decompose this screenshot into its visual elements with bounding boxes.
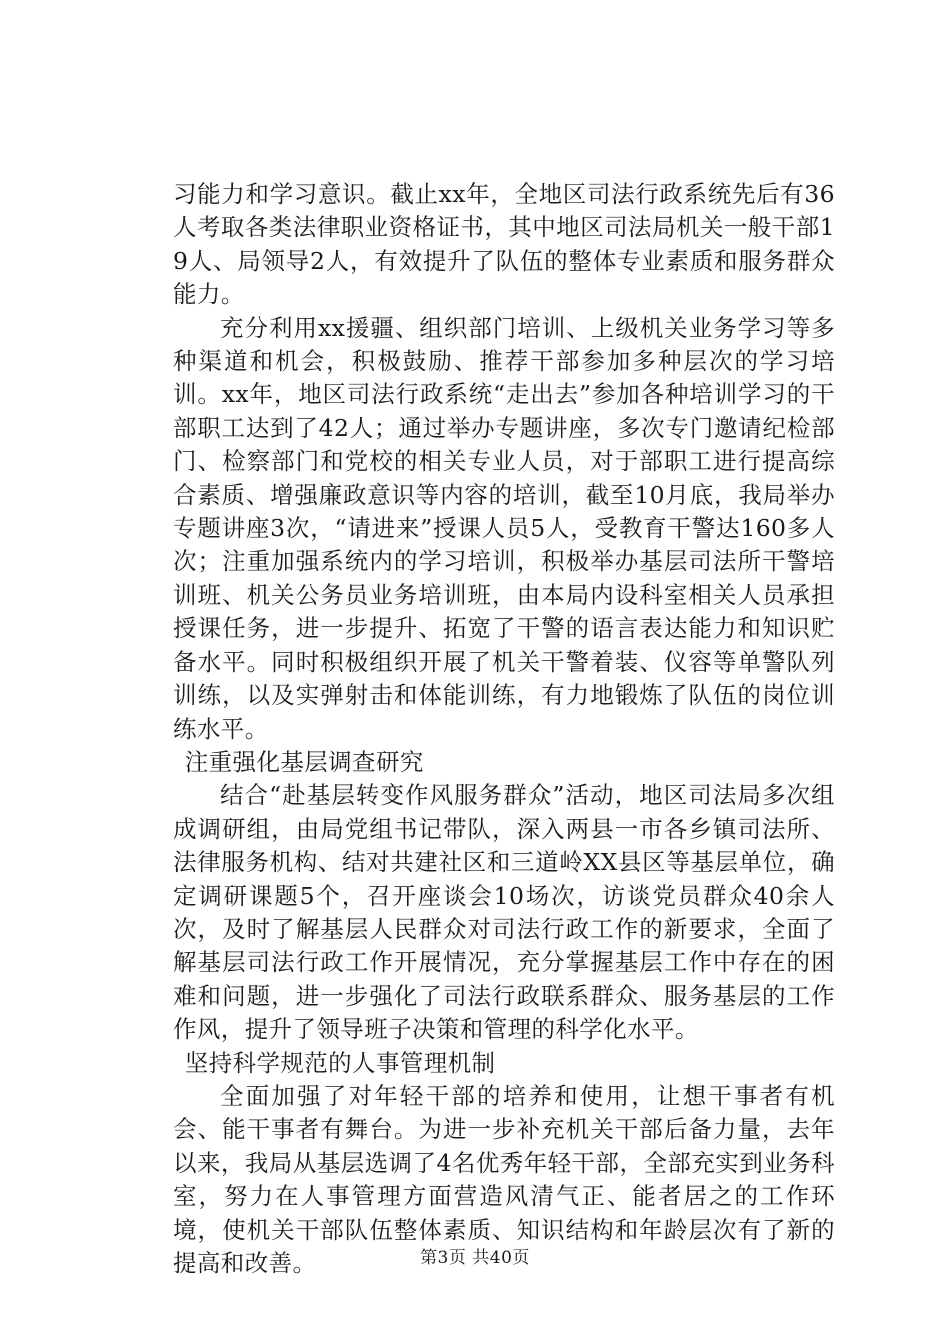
section-heading-personnel: 坚持科学规范的人事管理机制 bbox=[184, 1048, 496, 1077]
paragraph-continuation: 习能力和学习意识。截止xx年，全地区司法行政系统先后有36人考取各类法律职业资格证书，其中地区司法局机关一般干部19人、局领导2人，有效提升了队伍的整体专业素质和服务群众能力。 bbox=[173, 180, 835, 309]
paragraph-personnel: 全面加强了对年轻干部的培养和使用，让想干事者有机会、能干事者有舞台。为进一步补充机关干部后备力量，去年以来，我局从基层选调了4名优秀年轻干部，全部充实到业务科室，努力在人事管理方面营造风清气正、能者居之的工作环境，使机关干部队伍整体素质、知识结构和年龄层次有了新的提高和改善。 bbox=[173, 1081, 835, 1277]
page-number: 第3页 共40页 bbox=[420, 1248, 530, 1268]
paragraph-research: 结合“赴基层转变作风服务群众”活动，地区司法局多次组成调研组，由局党组书记带队，深入两县一市各乡镇司法所、法律服务机构、结对共建社区和三道岭XX县区等基层单位，确定调研课题5个，召开座谈会10场次，访谈党员群众40余人次，及时了解基层人民群众对司法行政工作的新要求，全面了解基层司法行政工作开展情况，充分掌握基层工作中存在的困难和问题，进一步强化了司法行政联系群众、服务基层的工作作风，提升了领导班子决策和管理的科学化水平。 bbox=[173, 781, 835, 1044]
paragraph-training: 充分利用xx援疆、组织部门培训、上级机关业务学习等多种渠道和机会，积极鼓励、推荐干部参加多种层次的学习培训。xx年，地区司法行政系统“走出去”参加各种培训学习的干部职工达到了42人；通过举办专题讲座，多次专门邀请纪检部门、检察部门和党校的相关专业人员，对于部职工进行提高综合素质、增强廉政意识等内容的培训，截至10月底，我局举办专题讲座3次，“请进来”授课人员5人，受教育干警达160多人次；注重加强系统内的学习培训，积极举办基层司法所干警培训班、机关公务员业务培训班，由本局内设科室相关人员承担授课任务，进一步提升、拓宽了干警的语言表达能力和知识贮备水平。同时积极组织开展了机关干警着装、仪容等单警队列训练，以及实弹射击和体能训练，有力地锻炼了队伍的岗位训练水平。 bbox=[173, 313, 835, 743]
section-heading-research: 注重强化基层调查研究 bbox=[184, 747, 424, 776]
document-body bbox=[173, 178, 835, 1280]
